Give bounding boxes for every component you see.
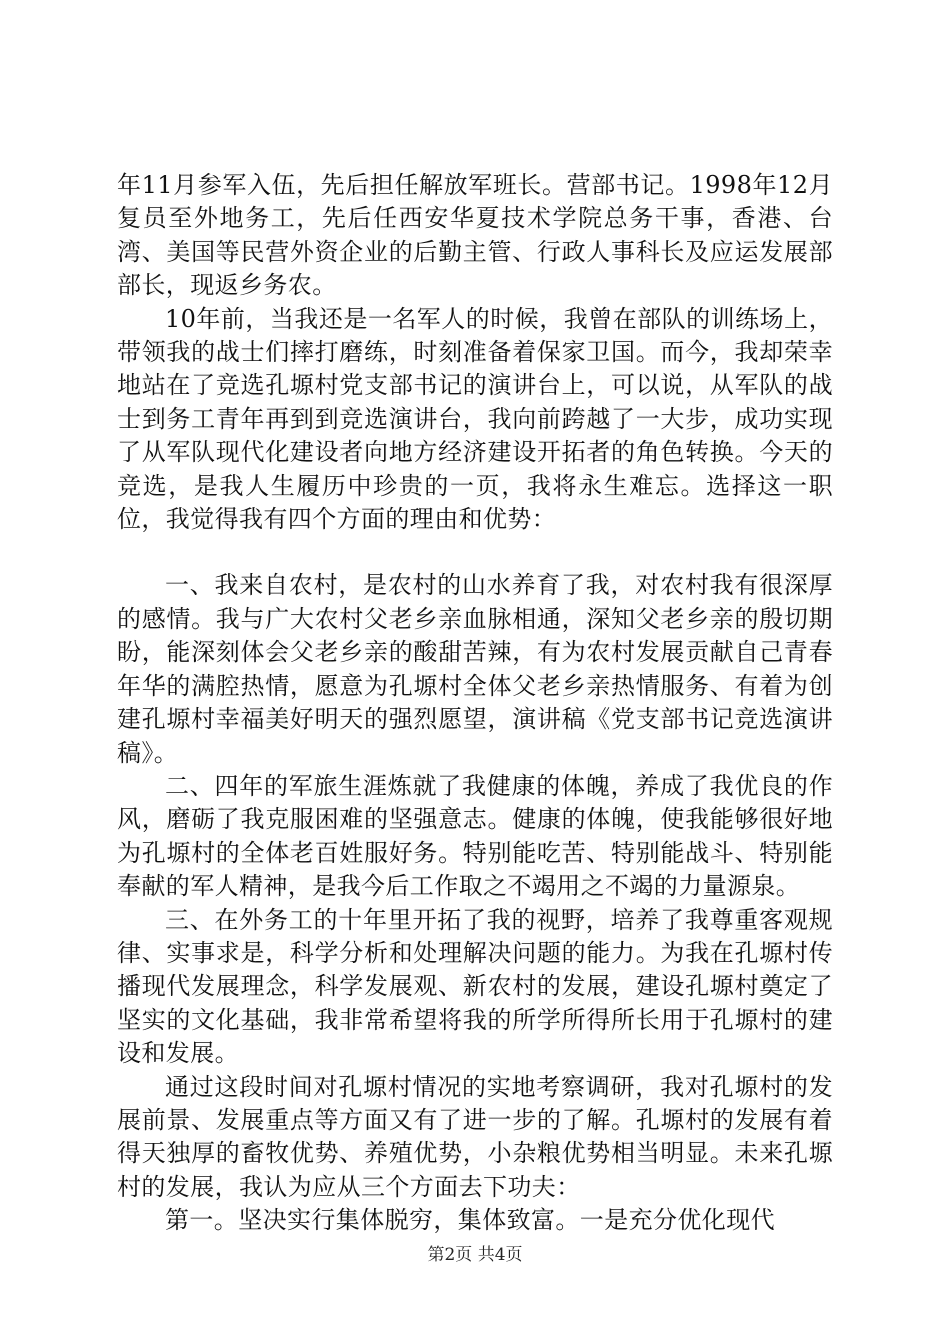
paragraph-reason-two: 二、四年的军旅生涯炼就了我健康的体魄，养成了我优良的作风，磨砺了我克服困难的坚强意志。健康的体魄，使我能够很好地为孔塬村的全体老百姓服好务。特别能吃苦、特别能战斗、特别能奉献的军人精神，是我今后工作取之不竭用之不竭的力量源泉。: [117, 771, 833, 901]
paragraph-introduction: 10年前，当我还是一名军人的时候，我曾在部队的训练场上，带领我的战士们摔打磨练，时刻准备着保家卫国。而今，我却荣幸地站在了竞选孔塬村党支部书记的演讲台上，可以说，从军队的战士到务工青年再到到竞选演讲台，我向前跨越了一大步，成功实现了从军队现代化建设者向地方经济建设开拓者的角色转换。今天的竞选，是我人生履历中珍贵的一页，我将永生难忘。选择这一职位，我觉得我有四个方面的理由和优势：: [117, 304, 833, 534]
page-number-footer: 第2页 共4页: [427, 1245, 523, 1265]
paragraph-background: 年11月参军入伍，先后担任解放军班长。营部书记。1998年12月复员至外地务工，先后任西安华夏技术学院总务干事，香港、台湾、美国等民营外资企业的后勤主管、行政人事科长及应运发展部部长，现返乡务农。: [117, 171, 833, 300]
paragraph-reason-three: 三、在外务工的十年里开拓了我的视野，培养了我尊重客观规律、实事求是，科学分析和处理解决问题的能力。为我在孔塬村传播现代发展理念，科学发展观、新农村的发展，建设孔塬村奠定了坚实的文化基础，我非常希望将我的所学所得所长用于孔塬村的建设和发展。: [117, 905, 833, 1068]
document-body: [117, 169, 833, 1238]
paragraph-first-measure: 第一。坚决实行集体脱穷，集体致富。一是充分优化现代: [165, 1206, 775, 1235]
paragraph-reason-one: 一、我来自农村，是农村的山水养育了我，对农村我有很深厚的感情。我与广大农村父老乡亲血脉相通，深知父老乡亲的殷切期盼，能深刻体会父老乡亲的酸甜苦辣，有为农村发展贡献自己青春年华的满腔热情，愿意为孔塬村全体父老乡亲热情服务、有着为创建孔塬村幸福美好明天的强烈愿望，演讲稿《党支部书记竞选演讲稿》。: [117, 571, 833, 767]
paragraph-development-outlook: 通过这段时间对孔塬村情况的实地考察调研，我对孔塬村的发展前景、发展重点等方面又有了进一步的了解。孔塬村的发展有着得天独厚的畜牧优势、养殖优势，小杂粮优势相当明显。未来孔塬村的发展，我认为应从三个方面去下功夫：: [117, 1072, 833, 1201]
